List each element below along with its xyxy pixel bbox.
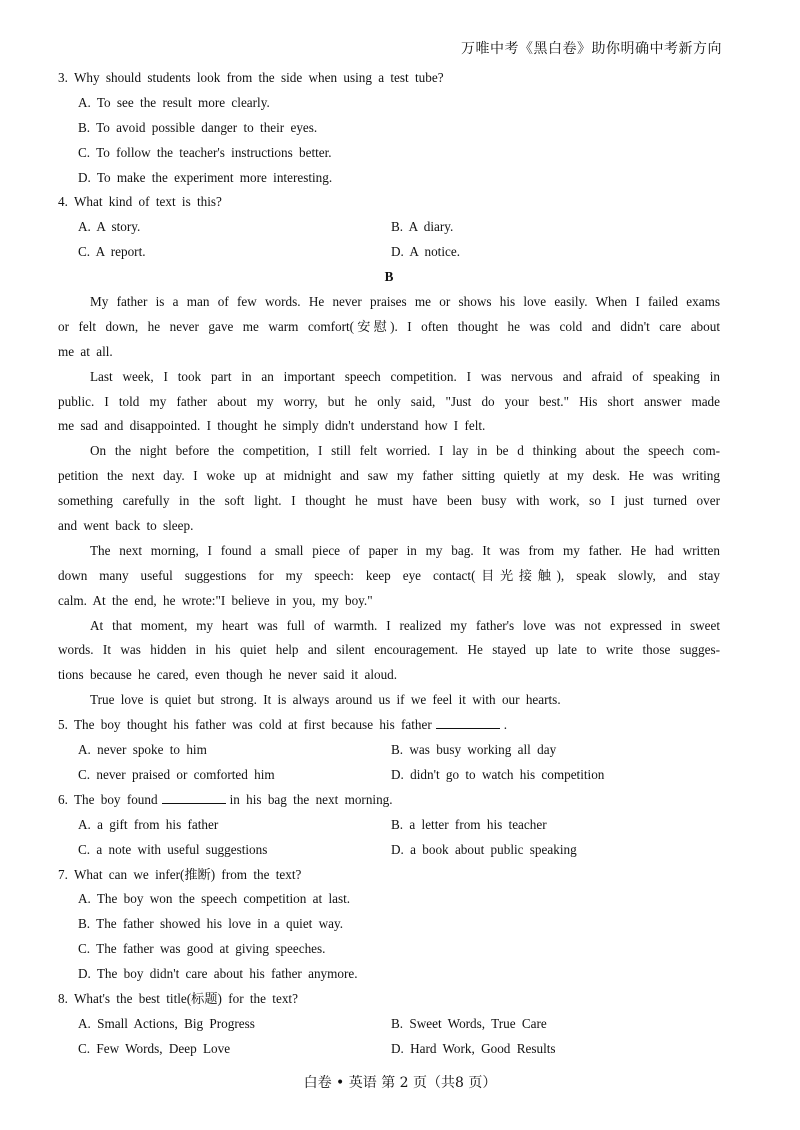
q7-option-c: C. The father was good at giving speeches. [78, 941, 326, 957]
passage-line: something carefully in the soft light. I thought he must have been busy with work, so I just turned over [58, 493, 720, 509]
q8-option-d: D. Hard Work, Good Results [391, 1040, 556, 1056]
passage-paragraph-2 [58, 365, 720, 440]
passage-line: me at all. [58, 343, 113, 359]
question-6-stem [58, 788, 720, 813]
question-7-stem: 7. What can we infer(推断) from the text? [58, 866, 302, 882]
page-header: 万唯中考《黑白卷》助你明确中考新方向 [461, 41, 722, 57]
question-8-stem: 8. What's the best title(标题) for the text? [58, 990, 298, 1006]
question-3-stem: 3. Why should students look from the side when using a test tube? [58, 70, 444, 85]
q8-option-a: A. Small Actions, Big Progress [78, 1015, 255, 1031]
question-4-stem: 4. What kind of text is this? [58, 194, 222, 210]
passage-line: public. I told my father about my worry, but he only said, "Just do your best." His short answer made [58, 393, 720, 409]
q5-option-a: A. never spoke to him [78, 742, 207, 758]
q5-option-d: D. didn't go to watch his competition [391, 766, 605, 782]
q7-option-d: D. The boy didn't care about his father anymore. [78, 966, 358, 982]
section-b-heading: B [384, 269, 394, 285]
q8-option-b: B. Sweet Words, True Care [391, 1015, 547, 1031]
passage-line: Last week, I took part in an important speech competition. I was nervous and afraid of speaking in [90, 368, 720, 384]
passage-paragraph-4 [58, 539, 720, 614]
q4-option-c: C. A report. [78, 244, 146, 260]
passage-line: down many useful suggestions for my speech: keep eye contact(目光接触), speak slowly, and stay [58, 567, 720, 583]
page-footer: 白卷 • 英语 第 2 页（共8 页） [303, 1075, 497, 1091]
q6-stem-text: 6. The boy found [58, 791, 158, 807]
q3-option-d: D. To make the experiment more interesting. [78, 169, 333, 185]
passage-line: The next morning, I found a small piece of paper in my bag. It was from my father. He had written [90, 542, 720, 558]
passage-paragraph-3 [58, 439, 720, 539]
q6-option-c: C. a note with useful suggestions [78, 841, 268, 857]
passage-line: On the night before the competition, I still felt worried. I lay in be d thinking about the speech com- [90, 443, 720, 459]
passage-paragraph-5 [58, 614, 720, 689]
q8-option-c: C. Few Words, Deep Love [78, 1040, 231, 1056]
passage-line: tions because he cared, even though he never said it aloud. [58, 667, 398, 683]
passage-line: calm. At the end, he wrote:"I believe in you, my boy." [58, 592, 373, 608]
passage-line: me sad and disappointed. I thought he simply didn't understand how I felt. [58, 418, 486, 434]
passage-line: True love is quiet but strong. It is always around us if we feel it with our hearts. [90, 692, 561, 708]
q5-option-b: B. was busy working all day [391, 742, 557, 758]
answer-blank [436, 716, 500, 729]
answer-blank [162, 791, 226, 804]
q7-option-a: A. The boy won the speech competition at last. [78, 891, 351, 907]
passage-line: My father is a man of few words. He never praises me or shows his love easily. When I failed exams [90, 294, 720, 310]
q5-option-c: C. never praised or comforted him [78, 766, 275, 782]
passage-line: At that moment, my heart was full of warmth. I realized my father's love was not expressed in sweet [90, 617, 720, 633]
page-content [58, 66, 720, 1062]
q4-option-b: B. A diary. [391, 219, 454, 235]
q5-stem-text: 5. The boy thought his father was cold at first because his father [58, 717, 432, 733]
passage-line: and went back to sleep. [58, 518, 194, 534]
q6-option-a: A. a gift from his father [78, 816, 219, 832]
q6-stem-end: in his bag the next morning. [229, 791, 393, 807]
q7-option-b: B. The father showed his love in a quiet way. [78, 916, 344, 932]
passage-paragraph-6 [58, 688, 720, 713]
passage-line: or felt down, he never gave me warm comfort(安慰). I often thought he was cold and didn't care about [58, 318, 720, 334]
q3-option-c: C. To follow the teacher's instructions better. [78, 144, 332, 160]
q4-option-d: D. A notice. [391, 244, 460, 260]
q5-stem-end: . [503, 717, 508, 733]
passage-line: petition the next day. I woke up at midnight and saw my father sitting quietly at my desk. He was writing [58, 468, 720, 484]
q4-option-a: A. A story. [78, 219, 141, 235]
passage-line: words. It was hidden in his quiet help and silent encouragement. He stayed up late to write those sugges- [58, 642, 720, 658]
q3-option-b: B. To avoid possible danger to their eyes. [78, 119, 318, 135]
passage-paragraph-1 [58, 290, 720, 365]
q3-option-a: A. To see the result more clearly. [78, 94, 270, 110]
q6-option-d: D. a book about public speaking [391, 841, 577, 857]
q6-option-b: B. a letter from his teacher [391, 816, 547, 832]
question-5-stem [58, 713, 720, 738]
